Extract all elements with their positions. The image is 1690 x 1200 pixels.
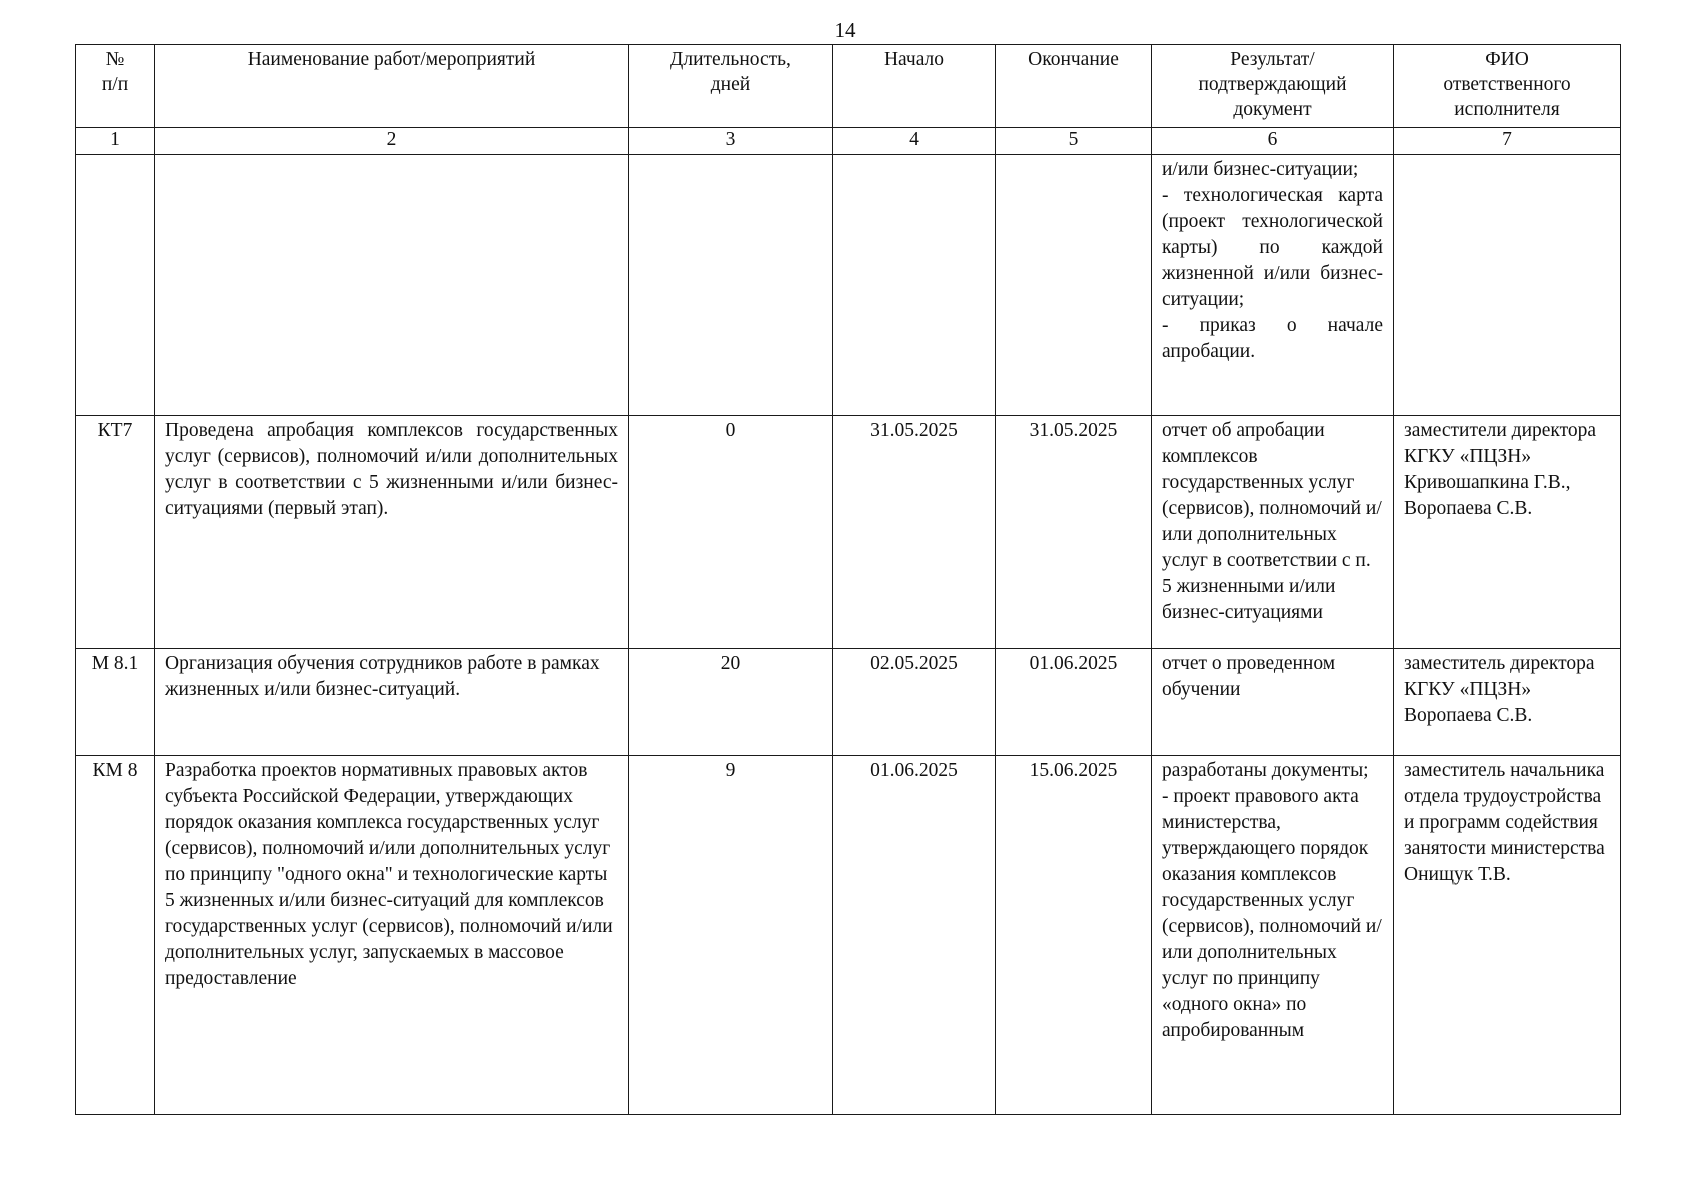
cell-duration: 20: [629, 649, 833, 756]
cell-name: Разработка проектов нормативных правовых актов субъекта Российской Федерации, утверждающих порядок оказания комплекса государственных услуг (сервисов), полномочий и/или дополнительных услуг по принципу "одного окна" и технологические карты 5 жизненных и/или бизнес-ситуаций для комплексов государственных услуг (сервисов), полномочий и/или дополнительных услуг, запускаемых в массовое предоставление: [155, 756, 629, 1115]
header-end: Окончание: [996, 45, 1152, 128]
cell-responsible: заместитель директора КГКУ «ПЦЗН» Воропаева С.В.: [1394, 649, 1621, 756]
column-number-row: [76, 128, 1621, 155]
cell-end: 15.06.2025: [996, 756, 1152, 1115]
cell-num: КТ7: [76, 416, 155, 649]
cell-end: [996, 155, 1152, 416]
cell-start: [833, 155, 996, 416]
table-row-m8-1: [76, 649, 1621, 756]
header-name: Наименование работ/мероприятий: [155, 45, 629, 128]
cell-duration: 9: [629, 756, 833, 1115]
cell-responsible: заместитель начальника отдела трудоустройства и программ содействия занятости министерства Онищук Т.В.: [1394, 756, 1621, 1115]
cell-name: [155, 155, 629, 416]
cell-result: отчет об апробации комплексов государственных услуг (сервисов), полномочий и/или дополнительных услуг в соответствии с п. 5 жизненными и/или бизнес-ситуациями: [1152, 416, 1394, 649]
table-row-kt7: [76, 416, 1621, 649]
column-number: 3: [629, 128, 833, 155]
cell-num: М 8.1: [76, 649, 155, 756]
cell-end: 01.06.2025: [996, 649, 1152, 756]
cell-responsible: заместители директора КГКУ «ПЦЗН» Кривошапкина Г.В., Воропаева С.В.: [1394, 416, 1621, 649]
column-number: 5: [996, 128, 1152, 155]
cell-num: [76, 155, 155, 416]
column-number: 6: [1152, 128, 1394, 155]
column-number: 4: [833, 128, 996, 155]
table-row-km8: [76, 756, 1621, 1115]
page-number: 14: [834, 18, 856, 42]
cell-start: 31.05.2025: [833, 416, 996, 649]
cell-result: отчет о проведенном обучении: [1152, 649, 1394, 756]
cell-start: 01.06.2025: [833, 756, 996, 1115]
cell-responsible: [1394, 155, 1621, 416]
column-number: 1: [76, 128, 155, 155]
header-responsible: ФИО ответственного исполнителя: [1394, 45, 1621, 128]
header-num: № п/п: [76, 45, 155, 128]
cell-result: разработаны документы; - проект правового акта министерства, утверждающего порядок оказания комплексов государственных услуг (сервисов), полномочий и/или дополнительных услуг по принципу «одного окна» по апробированным: [1152, 756, 1394, 1115]
column-number: 2: [155, 128, 629, 155]
cell-end: 31.05.2025: [996, 416, 1152, 649]
header-duration: Длительность, дней: [629, 45, 833, 128]
header-start: Начало: [833, 45, 996, 128]
cell-name: Организация обучения сотрудников работе в рамках жизненных и/или бизнес-ситуаций.: [155, 649, 629, 756]
table-row-continuation: [76, 155, 1621, 416]
column-number: 7: [1394, 128, 1621, 155]
cell-start: 02.05.2025: [833, 649, 996, 756]
cell-result: и/или бизнес-ситуации; - технологическая карта (проект технологической карты) по каждой жизненной и/или бизнес-ситуации; - приказ о начале апробации.: [1152, 155, 1394, 416]
cell-duration: 0: [629, 416, 833, 649]
cell-name: Проведена апробация комплексов государственных услуг (сервисов), полномочий и/или дополнительных услуг в соответствии с 5 жизненными и/или бизнес-ситуациями (первый этап).: [155, 416, 629, 649]
header-row: [76, 45, 1621, 128]
header-result: Результат/ подтверждающий документ: [1152, 45, 1394, 128]
cell-duration: [629, 155, 833, 416]
work-plan-table: [75, 44, 1621, 1115]
cell-num: КМ 8: [76, 756, 155, 1115]
